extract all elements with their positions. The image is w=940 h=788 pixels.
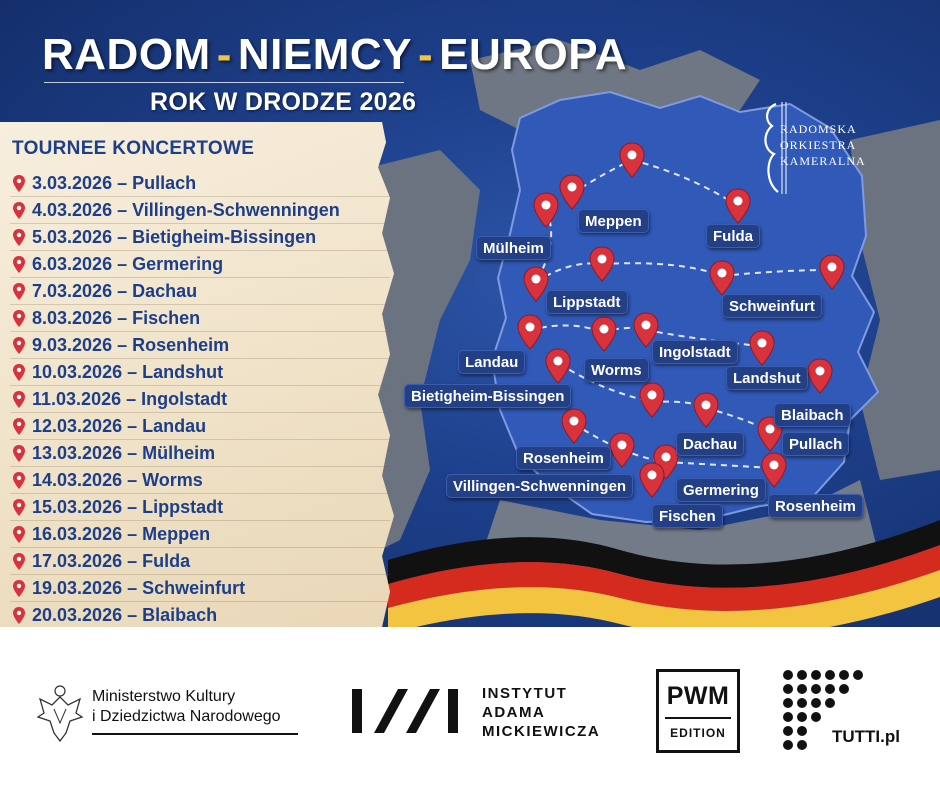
map-pin-icon xyxy=(12,175,26,192)
sponsors-strip xyxy=(0,627,940,788)
map-pin-icon xyxy=(12,526,26,543)
map-marker-icon xyxy=(558,174,586,210)
ministry-name xyxy=(92,687,281,727)
tour-date-text: 20.03.2026 – Blaibach xyxy=(32,605,218,625)
city-label-dachau: Dachau xyxy=(676,432,744,456)
city-label-blaibach: Blaibach xyxy=(774,403,851,427)
tour-date-item xyxy=(10,278,390,305)
city-label-fulda: Fulda xyxy=(706,224,760,248)
map-pin-icon xyxy=(12,337,26,354)
city-label-mulheim: Mülheim xyxy=(476,236,551,260)
map-pin-icon xyxy=(12,499,26,516)
map-marker-icon xyxy=(560,408,588,444)
title-divider xyxy=(44,82,404,83)
map-marker-icon xyxy=(748,330,776,366)
ministry-underline xyxy=(92,733,298,735)
orchestra-logo-line1: RADOMSKA xyxy=(780,122,857,136)
tour-date-item xyxy=(10,467,390,494)
tour-date-text: 16.03.2026 – Meppen xyxy=(32,524,211,544)
map-pin-icon xyxy=(12,310,26,327)
map-marker-icon xyxy=(544,348,572,384)
pwm-edition-logo xyxy=(656,669,740,753)
map-pin-icon xyxy=(12,445,26,462)
tour-date-item xyxy=(10,602,390,627)
tour-date-text: 12.03.2026 – Landau xyxy=(32,416,207,436)
map-marker-icon xyxy=(618,142,646,178)
tour-date-text: 8.03.2026 – Fischen xyxy=(32,308,201,328)
polish-eagle-icon xyxy=(34,683,86,743)
tour-date-text: 11.03.2026 – Ingolstadt xyxy=(32,389,228,409)
map-marker-icon xyxy=(818,254,846,290)
ministry-line2: i Dziedzictwa Narodowego xyxy=(92,708,281,725)
map-marker-icon xyxy=(724,188,752,224)
iam-line2: ADAMA xyxy=(482,704,546,721)
pwm-sub-text: EDITION xyxy=(670,726,726,740)
map-pin-icon xyxy=(12,580,26,597)
tour-date-item xyxy=(10,440,390,467)
tour-date-text: 4.03.2026 – Villingen-Schwenningen xyxy=(32,200,340,220)
city-label-germering: Germering xyxy=(676,478,766,502)
tour-date-text: 19.03.2026 – Schweinfurt xyxy=(32,578,246,598)
title-radom: RADOM xyxy=(42,30,211,79)
title-niemcy: NIEMCY xyxy=(237,30,412,79)
map-pin-icon xyxy=(12,256,26,273)
city-label-bietigheim-bissingen: Bietigheim-Bissingen xyxy=(404,384,571,408)
orchestra-logo-line2: ORKIESTRA xyxy=(780,138,857,152)
map-pin-icon xyxy=(12,472,26,489)
tour-date-item xyxy=(10,251,390,278)
map-marker-icon xyxy=(516,314,544,350)
city-label-villingen-schwenningen: Villingen-Schwenningen xyxy=(446,474,633,498)
map-marker-icon xyxy=(532,192,560,228)
map-marker-icon xyxy=(590,316,618,352)
tutti-name: TUTTI.pl xyxy=(832,727,900,746)
map-marker-icon xyxy=(806,358,834,394)
map-pin-icon xyxy=(12,229,26,246)
pwm-main-text: PWM xyxy=(666,682,730,710)
iam-line1: INSTYTUT xyxy=(482,685,568,702)
tour-date-item xyxy=(10,548,390,575)
tour-date-item xyxy=(10,224,390,251)
tour-date-item xyxy=(10,386,390,413)
tour-date-text: 6.03.2026 – Germering xyxy=(32,254,224,274)
map-pin-icon xyxy=(12,391,26,408)
city-label-lippstadt: Lippstadt xyxy=(546,290,628,314)
poster-title xyxy=(42,30,628,80)
tour-date-text: 17.03.2026 – Fulda xyxy=(32,551,191,571)
tour-date-item xyxy=(10,494,390,521)
tour-date-text: 9.03.2026 – Rosenheim xyxy=(32,335,230,355)
poster-subtitle: ROK W DRODZE 2026 xyxy=(150,88,417,116)
map-marker-icon xyxy=(692,392,720,428)
tour-heading: TOURNEE KONCERTOWE xyxy=(12,138,255,159)
map-pin-icon xyxy=(12,607,26,624)
city-label-worms: Worms xyxy=(584,358,649,382)
tour-date-text: 15.03.2026 – Lippstadt xyxy=(32,497,224,517)
map-marker-icon xyxy=(588,246,616,282)
ministry-line1: Ministerstwo Kultury xyxy=(92,688,236,705)
orchestra-logo-line3: KAMERALNA xyxy=(780,154,866,168)
tour-date-item xyxy=(10,305,390,332)
pwm-divider xyxy=(665,717,731,719)
tour-date-text: 14.03.2026 – Worms xyxy=(32,470,203,490)
city-label-ingolstadt: Ingolstadt xyxy=(652,340,738,364)
map-marker-icon xyxy=(708,260,736,296)
city-label-pullach: Pullach xyxy=(782,432,849,456)
city-label-meppen: Meppen xyxy=(578,209,649,233)
map-marker-icon xyxy=(638,462,666,498)
title-europa: EUROPA xyxy=(439,30,628,79)
tour-date-text: 7.03.2026 – Dachau xyxy=(32,281,198,301)
map-pin-icon xyxy=(12,283,26,300)
map-pin-icon xyxy=(12,364,26,381)
city-label-fischen: Fischen xyxy=(652,504,723,528)
iam-name xyxy=(482,684,600,741)
tour-date-text: 10.03.2026 – Landshut xyxy=(32,362,224,382)
tour-date-text: 3.03.2026 – Pullach xyxy=(32,173,197,193)
tour-date-item xyxy=(10,332,390,359)
city-label-rosenheim-east: Rosenheim xyxy=(768,494,863,518)
city-label-landau: Landau xyxy=(458,350,525,374)
tour-date-text: 13.03.2026 – Mülheim xyxy=(32,443,216,463)
title-separator: - xyxy=(417,30,434,79)
map-pin-icon xyxy=(12,202,26,219)
map-marker-icon xyxy=(638,382,666,418)
tour-date-item xyxy=(10,413,390,440)
tour-date-item xyxy=(10,359,390,386)
tour-date-item xyxy=(10,197,390,224)
tour-date-item xyxy=(10,575,390,602)
map-marker-icon xyxy=(608,432,636,468)
tour-date-item xyxy=(10,170,390,197)
city-label-rosenheim-west: Rosenheim xyxy=(516,446,611,470)
iam-line3: MICKIEWICZA xyxy=(482,723,601,740)
orchestra-logo xyxy=(758,98,888,198)
city-label-landshut: Landshut xyxy=(726,366,808,390)
iam-logo-icon xyxy=(348,687,468,735)
city-label-schweinfurt: Schweinfurt xyxy=(722,294,822,318)
map-pin-icon xyxy=(12,418,26,435)
map-pin-icon xyxy=(12,553,26,570)
tour-date-text: 5.03.2026 – Bietigheim-Bissingen xyxy=(32,227,317,247)
tour-date-item xyxy=(10,521,390,548)
tour-date-list xyxy=(10,170,390,627)
title-separator: - xyxy=(216,30,232,79)
